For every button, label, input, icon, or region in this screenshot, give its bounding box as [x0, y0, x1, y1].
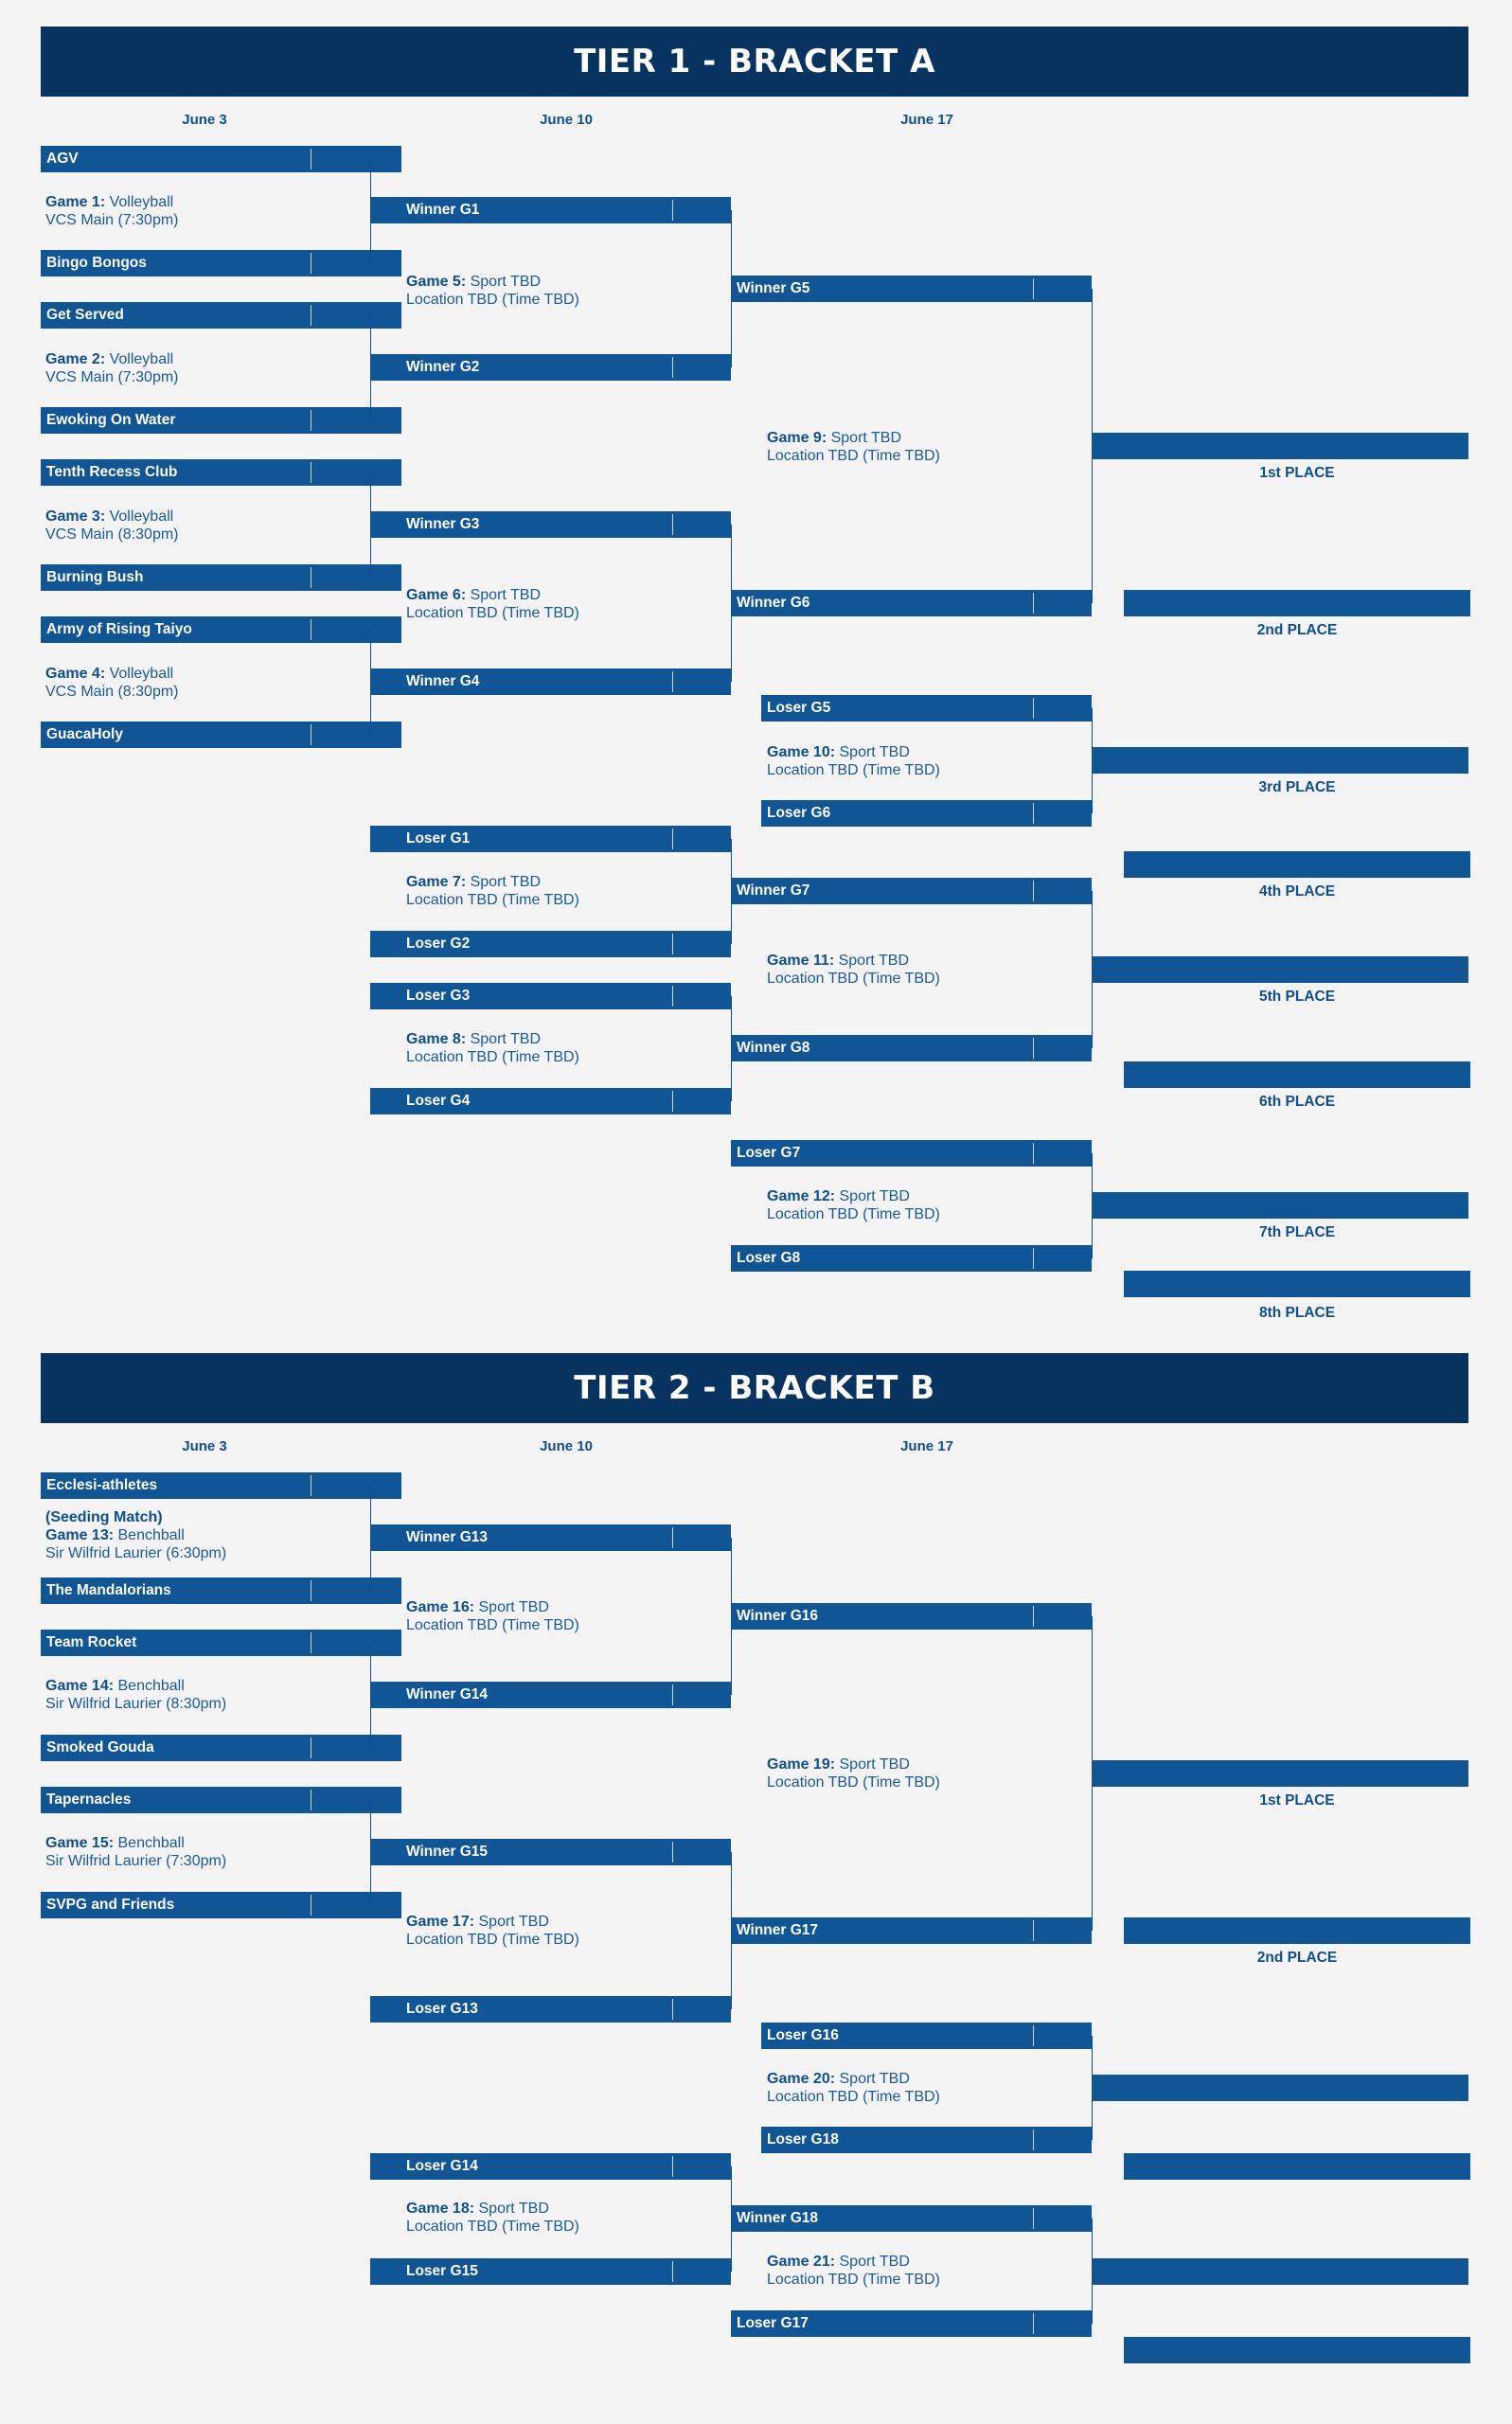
game-info: Game 6: Sport TBD Location TBD (Time TBD): [406, 587, 579, 621]
bracket-connector: [369, 315, 371, 420]
bracket-connector: [730, 210, 732, 367]
bracket-connector: [369, 1800, 371, 1905]
tier2-date-round1: June 3: [182, 1438, 227, 1454]
bracket-slot: Winner G16: [731, 1603, 1092, 1630]
game-info: Game 15: Benchball Sir Wilfrid Laurier (7:30pm): [45, 1835, 227, 1869]
game-info: Game 5: Sport TBD Location TBD (Time TBD): [406, 274, 579, 308]
team-slot: Tapernacles: [41, 1787, 401, 1813]
bracket-slot: Winner G17: [731, 1917, 1092, 1944]
tier2-title: TIER 2 - BRACKET B: [574, 1369, 935, 1407]
place-label: 7th PLACE: [1258, 1224, 1336, 1240]
bracket-slot: Winner G3: [370, 511, 731, 538]
tier1-banner: [41, 27, 1468, 97]
place-label: 4th PLACE: [1258, 883, 1336, 900]
place-label: 1st PLACE: [1259, 465, 1335, 481]
bracket-slot: Loser G4: [370, 1088, 731, 1114]
team-slot: AGV: [41, 146, 401, 172]
bracket-connector: [730, 525, 732, 682]
bracket-slot: Loser G2: [370, 931, 731, 957]
bracket-connector: [369, 1486, 371, 1591]
game-info: Game 4: Volleyball VCS Main (8:30pm): [45, 666, 179, 700]
tier2-date-round3: June 17: [900, 1438, 953, 1454]
bracket-slot: Loser G8: [731, 1245, 1092, 1272]
game-info: Game 1: Volleyball VCS Main (7:30pm): [45, 194, 179, 228]
bracket-connector: [369, 1643, 371, 1748]
bracket-slot: Winner G5: [731, 276, 1092, 302]
result-bar: [1092, 2075, 1468, 2101]
place-label: 8th PLACE: [1258, 1305, 1336, 1321]
result-bar: [1124, 2337, 1470, 2363]
game-info: (Seeding Match) Game 13: Benchball Sir Wilfrid Laurier (6:30pm): [45, 1509, 227, 1561]
game-info: Game 12: Sport TBD Location TBD (Time TBD): [767, 1188, 940, 1222]
team-slot: Ewoking On Water: [41, 407, 401, 434]
bracket-slot: Winner G13: [370, 1524, 731, 1551]
bracket-slot: Winner G2: [370, 354, 731, 381]
bracket-slot: Winner G18: [731, 2205, 1092, 2232]
result-bar: [1124, 1061, 1470, 1088]
bracket-slot: Loser G18: [761, 2127, 1092, 2153]
result-bar: [1092, 433, 1468, 459]
bracket-slot: Loser G1: [370, 826, 731, 852]
bracket-slot: Winner G7: [731, 878, 1092, 904]
tier2-banner: [41, 1353, 1468, 1423]
team-slot: Get Served: [41, 302, 401, 329]
bracket-connector: [730, 996, 732, 1101]
place-label: 2nd PLACE: [1256, 1950, 1338, 1966]
result-bar: [1092, 2258, 1468, 2285]
bracket-connector: [369, 472, 371, 578]
result-bar: [1092, 1760, 1468, 1787]
game-info: Game 10: Sport TBD Location TBD (Time TBD): [767, 744, 940, 778]
bracket-connector: [369, 630, 371, 735]
bracket-connector: [369, 159, 371, 264]
result-bar: [1092, 747, 1468, 774]
team-slot: Bingo Bongos: [41, 250, 401, 276]
result-bar: [1124, 1271, 1470, 1297]
game-info: Game 21: Sport TBD Location TBD (Time TBD): [767, 2254, 940, 2288]
bracket-slot: Loser G14: [370, 2153, 731, 2180]
team-slot: Tenth Recess Club: [41, 459, 401, 486]
place-label: 6th PLACE: [1258, 1094, 1336, 1110]
tier1-date-round2: June 10: [540, 112, 593, 128]
tier1-date-round3: June 17: [900, 112, 953, 128]
game-info: Game 19: Sport TBD Location TBD (Time TBD): [767, 1756, 940, 1791]
game-info: Game 2: Volleyball VCS Main (7:30pm): [45, 351, 179, 385]
team-slot: Burning Bush: [41, 564, 401, 591]
tier2-date-round2: June 10: [540, 1438, 593, 1454]
bracket-slot: Loser G3: [370, 983, 731, 1009]
bracket-slot: Loser G6: [761, 800, 1092, 827]
bracket-slot: Loser G15: [370, 2258, 731, 2285]
game-info: Game 8: Sport TBD Location TBD (Time TBD): [406, 1031, 579, 1065]
result-bar: [1124, 590, 1470, 616]
game-info: Game 20: Sport TBD Location TBD (Time TBD): [767, 2071, 940, 2105]
tier1-title: TIER 1 - BRACKET A: [574, 43, 935, 80]
team-slot: SVPG and Friends: [41, 1892, 401, 1918]
bracket-slot: Winner G4: [370, 668, 731, 695]
game-info: Game 3: Volleyball VCS Main (8:30pm): [45, 508, 179, 543]
bracket-slot: Winner G14: [370, 1682, 731, 1708]
result-bar: [1124, 1917, 1470, 1944]
team-slot: Ecclesi-athletes: [41, 1472, 401, 1499]
bracket-connector: [730, 2166, 732, 2272]
tier1-date-round1: June 3: [182, 112, 227, 128]
bracket-connector: [730, 1538, 732, 1695]
team-slot: Army of Rising Taiyo: [41, 616, 401, 643]
team-slot: GuacaHoly: [41, 722, 401, 748]
team-slot: Team Rocket: [41, 1630, 401, 1656]
bracket-slot: Winner G8: [731, 1035, 1092, 1061]
game-info: Game 7: Sport TBD Location TBD (Time TBD): [406, 874, 579, 908]
result-bar: [1092, 1192, 1468, 1219]
result-bar: [1124, 2153, 1470, 2180]
bracket-connector: [730, 839, 732, 944]
bracket-slot: Loser G13: [370, 1996, 731, 2023]
game-info: Game 18: Sport TBD Location TBD (Time TBD): [406, 2201, 579, 2235]
game-info: Game 16: Sport TBD Location TBD (Time TBD): [406, 1599, 579, 1633]
place-label: 3rd PLACE: [1258, 779, 1336, 795]
result-bar: [1124, 851, 1470, 878]
team-slot: The Mandalorians: [41, 1577, 401, 1604]
bracket-slot: Loser G17: [731, 2310, 1092, 2337]
bracket-slot: Loser G5: [761, 695, 1092, 722]
bracket-slot: Winner G6: [731, 590, 1092, 616]
game-info: Game 17: Sport TBD Location TBD (Time TBD): [406, 1914, 579, 1948]
bracket-slot: Winner G1: [370, 197, 731, 223]
game-info: Game 11: Sport TBD Location TBD (Time TBD): [767, 953, 940, 987]
bracket-slot: Loser G16: [761, 2023, 1092, 2049]
place-label: 5th PLACE: [1258, 989, 1336, 1005]
game-info: Game 14: Benchball Sir Wilfrid Laurier (8:30pm): [45, 1678, 227, 1712]
place-label: 2nd PLACE: [1256, 622, 1338, 638]
team-slot: Smoked Gouda: [41, 1735, 401, 1761]
game-info: Game 9: Sport TBD Location TBD (Time TBD): [767, 430, 940, 464]
bracket-slot: Loser G7: [731, 1140, 1092, 1167]
result-bar: [1092, 956, 1468, 983]
bracket-connector: [730, 1852, 732, 2009]
bracket-slot: Winner G15: [370, 1839, 731, 1865]
place-label: 1st PLACE: [1259, 1792, 1335, 1809]
